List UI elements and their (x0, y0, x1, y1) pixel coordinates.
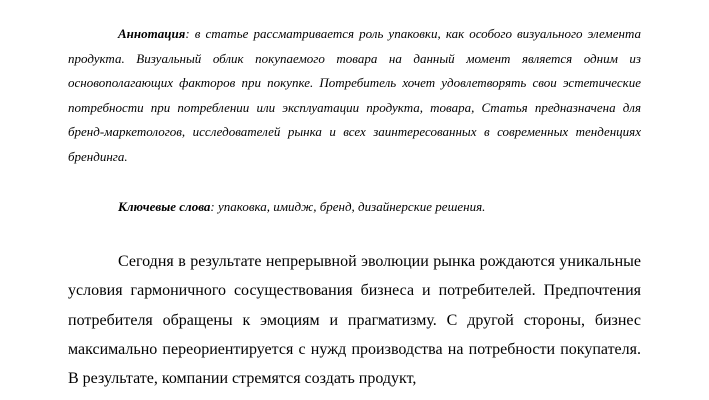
abstract-paragraph (68, 22, 641, 169)
keywords-paragraph (68, 197, 641, 217)
keywords-label: Ключевые слова (118, 199, 211, 214)
body-paragraph: Сегодня в результате непрерывной эволюции рынка рождаются уникальные условия гармоничного сосуществования бизнеса и потребителей. Предпочтения потребителя обращены к эмоциям и прагматизму. С другой стороны, бизнес максимально переориентируется с нужд производства на потребности покупателя. В результате, компании стремятся создать продукт, (68, 253, 641, 388)
keywords-text: : упаковка, имидж, бренд, дизайнерские решения. (210, 199, 486, 214)
abstract-label: Аннотация (118, 26, 186, 41)
abstract-text: : в статье рассматривается роль упаковки, как особого визуального элемента продукта. Визуальный облик покупаемого товара на данный момент является одним из основополагающих факторов при покупке. Потребитель хочет удовлетворять свои эстетические потребности при потреблении или эксплуатации продукта, товара, Статья предназначена для бренд-маркетологов, исследователей рынка и всех заинтересованных в современных тенденциях брендинга. (68, 26, 641, 164)
